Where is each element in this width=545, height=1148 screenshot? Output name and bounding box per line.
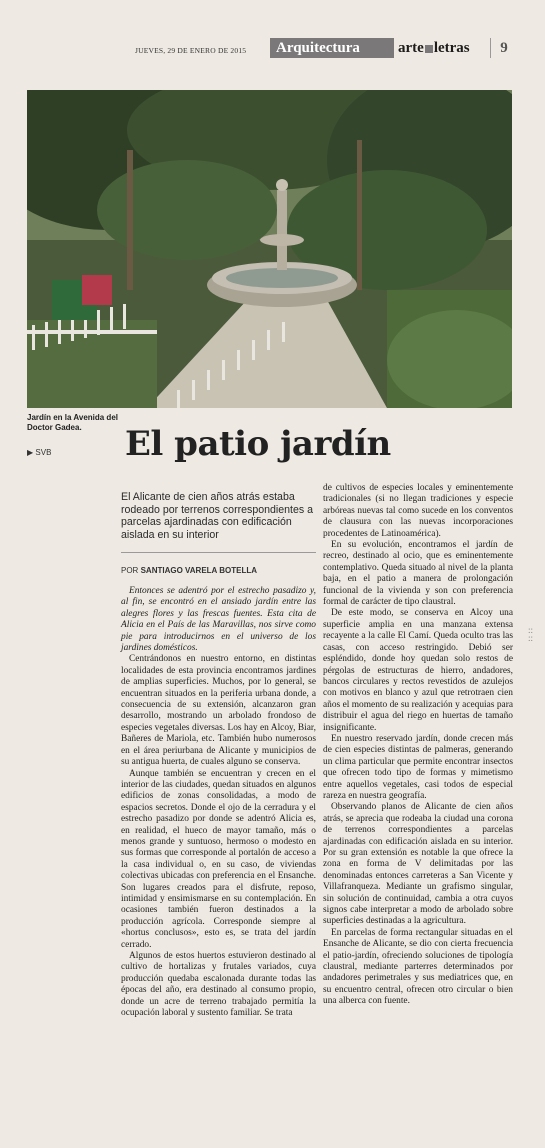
byline-prefix: POR (121, 566, 139, 575)
article-lede: El Alicante de cien años atrás estaba rodeado por terrenos correspondientes a parcelas ajardinadas con edificación aislada en su interior (121, 491, 313, 541)
article-headline: El patio jardín (125, 424, 391, 464)
photo-credit (27, 448, 51, 457)
author-name: SANTIAGO VARELA BOTELLA (140, 566, 258, 575)
paragraph: En nuestro reservado jardín, donde crecen más de cien especies distintas de palmeras, generando un clima particular que permite encontrar insectos que ofrecen todo tipo de formas y mimetismo entre aquellos vegetales, casi todos de especial rareza en nuestra geografía. (323, 733, 513, 801)
paragraph: Observando planos de Alicante de cien años atrás, se aprecia que rodeaba la ciudad una corona de terrenos correspondientes a parcelas ajardinadas con edificación aislada en su interior. Por su gran extensión es notable la que ofrece la zona en forma de V delimitadas por las denominadas entonces carreteras a San Vicente y Villafranqueza. Mediante un grafismo singular, sin solución de continuidad, cambia a otra cuyos signos cabe interpretar a modo de arbolado sobre superficies destinadas a la agricultura. (323, 802, 513, 927)
paragraph: En su evolución, encontramos el jardín de recreo, destinado al ocio, que es eminentemente contemplativo. Queda situado al nivel de la planta baja, en el patio a manera de prolongación funcional de la vivienda y son con preferencia formal de carácter de tipo claustral. (323, 540, 513, 608)
paragraph: Entonces se adentró por el estrecho pasadizo y, al fin, se encontró en el ansiado jardín entre las alegres flores y las frescas fuentes. Esta cita de Alicia en el País de las Maravillas, nos sirve como pie para introducirnos en el universo de los jardines domésticos. (121, 586, 316, 654)
margin-dots: :: :: (528, 625, 534, 643)
paragraph: Algunos de estos huertos estuvieron destinado al cultivo de hortalizas y frutales variados, cuya producción quedaba escalonada durante todas las épocas del año, era destinado al consumo propio, donde un acre de terreno trabajado permitía la ocupación laboral y sustento familiar. Se trata (121, 951, 316, 1019)
photo-credit-text: SVB (35, 448, 52, 457)
paragraph: En parcelas de forma rectangular situadas en el Ensanche de Alicante, se dio con cierta frecuencia el patio-jardín, ofreciendo soluciones de tipología claustral, mediante parterres determinados por andadores perimetrales y sus mediatrices que, en su encuentro central, ofrecen otro circular o bien una alberca con fuente. (323, 927, 513, 1007)
brand-left: arte (398, 40, 424, 56)
paragraph: Aunque también se encuentran y crecen en el interior de las ciudades, quedan situados en algunos edificios de zonas consolidadas, a modo de espacios secretos. Donde el ojo de la cerradura y el estrecho pasadizo por donde se adentró Alicia es, en realidad, el hueco de mayor tamaño, más o menos grande y suntuoso, hermoso o modesto en sus formas que corresponde al portalón de acceso a la casa individual o, en su caso, de viviendas colectivas ubicadas con preferencia en el Ensanche. Son lugares creados para el disfrute, reposo, intimidad y ensimismarse en su contemplación. En ocasiones también fueron destinados a la producción agrícola. Corresponde siempre al «hortus conclusos», esto es, se trata del jardín cerrado. (121, 768, 316, 950)
supplement-logo (398, 38, 486, 58)
page-number: 9 (490, 38, 517, 58)
garden-photo (27, 90, 512, 408)
divider (121, 552, 316, 553)
article-column-2 (323, 483, 513, 1008)
byline (121, 566, 316, 575)
paragraph: de cultivos de especies locales y eminentemente tradicionales (si no llegan tradiciones y especie arbóreas nuevas tal como sucede en los conventos de clausura con las nuevas incorporaciones procedentes de Latinoamérica). (323, 483, 513, 539)
play-icon: ▶ (27, 448, 34, 457)
brand-square-icon (425, 45, 433, 53)
paragraph: Centrándonos en nuestro entorno, en distintas localidades de esta provincia encontramos jardines de amplias superficies. Muchos, por lo general, se encuentran situados en la periferia urbana donde, a consecuencia de su extensión, alcanzaron gran desarrollo, mostrando un arbolado frondoso de especies vegetales diversas. Los hay en Alcoy, Biar, Bañeres de Mariola, etc. También hubo numerosos en el área periurbana de Alicante y municipios de su antigua huerta, de cuales alguno se conserva. (121, 654, 316, 768)
photo-caption: Jardín en la Avenida del Doctor Gadea. (27, 413, 118, 432)
paragraph: De este modo, se conserva en Alcoy una superficie amplia en una manzana extensa recayente a la calle El Camí. Queda oculto tras las casas, con acceso restringido. Debió ser espléndido, donde hoy quedan solo restos de pérgolas de estructuras de hierro, andadores, bancos circulares y rectos revestidos de azulejos con motivos en blanco y azul que retrotraen cien años el momento de su realización y acequias para distribuir el agua del riego en huertas de tamaño insignificante. (323, 608, 513, 733)
page-header (0, 38, 545, 60)
garden-illustration (27, 90, 512, 408)
issue-date: JUEVES, 29 DE ENERO DE 2015 (135, 46, 247, 55)
section-label: Arquitectura (270, 38, 394, 58)
article-column-1 (121, 586, 316, 1019)
brand-right: letras (433, 40, 470, 56)
